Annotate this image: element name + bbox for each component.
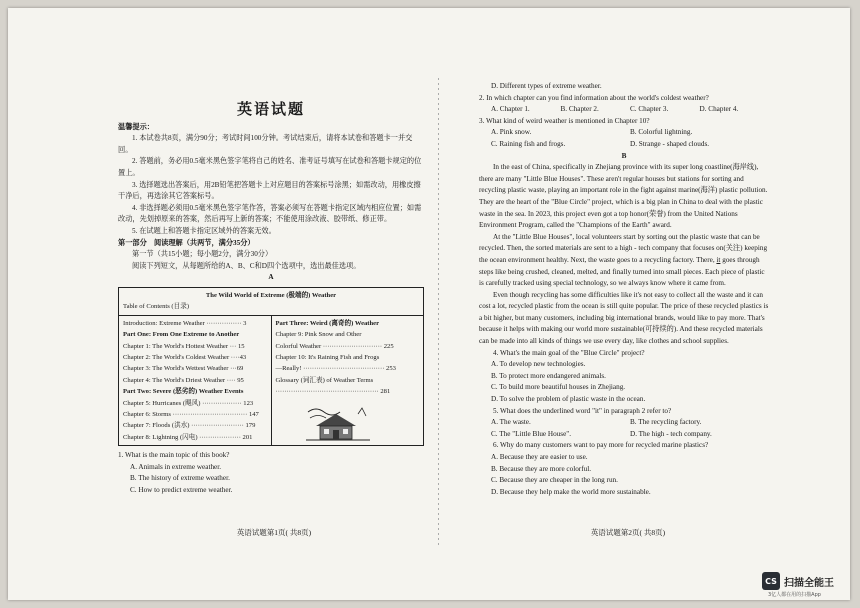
passage-b-paragraph-3: Even though recycling has some difficulties like it's not easy to collect all the waste and it can cost a lot, recycled plastic from the ocean is still quite popular. The price of these recycled plastics is a bit higher, but many customers, including big international brands, would like to pay more. That's because it helps with making our world more sustainable(可持续的). And these recycled materials can be made into all kinds of things we use every day, like clothes and school supplies. [479,290,769,346]
question-3-option-d: D. Strange - shaped clouds. [630,139,710,148]
exam-sheet [8,8,850,600]
notice-1: 1. 本试卷共8页，满分90分；考试时间100分钟。考试结束后，请将本试卷和答题卡一并交回。 [118,134,413,154]
toc-entry: Chapter 8: Lightning (闪电) ··················· 201 [123,433,253,441]
toc-left-column [119,316,272,445]
question-2-option-a: A. Chapter 1. [491,105,530,114]
page-fold-line [438,78,439,548]
house-storm-illustration [306,404,370,442]
question-6-option-d: D. Because they help make the world more sustainable. [491,487,651,496]
toc-entry: Chapter 4: The World's Driest Weather ···· 95 [123,376,244,384]
question-3-stem: 3. What kind of weird weather is mentioned in Chapter 10? [479,116,650,125]
question-5-option-a: A. The waste. [491,418,531,427]
question-1-option-c: C. How to predict extreme weather. [130,485,233,494]
question-4-option-c: C. To build more beautiful houses in Zhejiang. [491,383,626,392]
toc-entry: Part One: From One Extreme to Another [123,331,240,339]
question-5-option-d: D. The high - tech company. [630,429,712,438]
scanner-watermark [762,572,834,590]
question-5-option-b: B. The recycling factory. [630,418,702,427]
notice-2: 2. 答题前，务必用0.5毫米黑色签字笔将自己的姓名、准考证号填写在试卷和答题卡规定的位置上。 [118,157,422,177]
toc-body [119,316,423,445]
toc-entry: ··············································· 281 [275,388,391,396]
table-of-contents [118,287,424,446]
question-5-options-row-1 [479,417,769,429]
notice-heading: 温馨提示： [118,122,154,131]
page-2-footer: 英语试题第2页( 共8页) [590,528,666,537]
question-4-option-a: A. To develop new technologies. [491,360,586,369]
page-2 [479,81,769,498]
question-1-option-d: D. Different types of extreme weather. [491,82,602,90]
question-2-option-b: B. Chapter 2. [560,105,599,114]
question-3-option-a: A. Pink snow. [491,128,532,137]
toc-entry: Chapter 10: It's Raining Fish and Frogs [275,353,380,361]
toc-entry: Part Two: Severe (恶劣的) Weather Events [123,388,244,396]
passage-b-paragraph-1: In the east of China, specifically in Zhejiang province with its super long coastline(海岸线), there are many "Little Blue Houses". These aren't regular houses but stations for sorting and recycling plastic waste, playing an important role in the fight against marine(海洋) plastic pollution. They are the heart of the "Blue Circle" project, which is a big plan in China to deal with the plastic waste in the sea. In 2023, this project even got a top honor(荣誉) from the United Nations Environment Program, called the "Champions of the Earth" award. [479,163,768,230]
page-1 [118,100,424,497]
question-2-option-d: D. Chapter 4. [699,105,739,114]
toc-header [119,288,423,316]
question-3-option-c: C. Raining fish and frogs. [491,139,566,148]
question-6-option-a: A. Because they are easier to use. [491,453,588,461]
question-2-stem: 2. In which chapter can you find information about the world's coldest weather? [479,93,709,102]
question-6-stem: 6. Why do many customers want to pay more for recycled marine plastics? [493,441,709,450]
question-4-option-d: D. To solve the problem of plastic waste in the ocean. [491,395,646,404]
question-3-option-b: B. Colorful lightning. [630,128,693,137]
toc-title: The Wild World of Extreme (极端的) Weather [205,291,337,299]
toc-entry: Chapter 1: The World's Hottest Weather ··· 15 [123,342,245,350]
question-4-stem: 4. What's the main goal of the "Blue Circle" project? [493,348,645,357]
question-1-option-a: A. Animals in extreme weather. [130,462,222,471]
question-3-options-row-2 [479,139,769,151]
notice-3: 3. 选择题选出答案后，用2B铅笔把答题卡上对应题目的答案标号涂黑；如需改动，用橡皮擦干净后，再选涂其它答案标号。 [118,180,421,201]
camscanner-logo-icon: CS [762,572,780,590]
toc-entry: Introduction: Extreme Weather ················ 3 [123,319,247,327]
passage-b-label: B [621,151,627,160]
question-6-option-c: C. Because they are cheaper in the long run. [491,476,618,485]
toc-entry: —Really! ····································· 253 [275,365,396,373]
toc-entry: Glossary (词汇表) of Weather Terms [275,376,374,384]
question-1-stem: 1. What is the main topic of this book? [118,451,230,460]
underlined-word-it: it [716,255,721,264]
question-6-option-b: B. Because they are more colorful. [491,464,591,473]
toc-entry: Part Three: Weird (离奇的) Weather [275,319,380,327]
watermark-tagline: 3亿人都在用的扫描App [768,592,821,598]
toc-entry: Chapter 5: Hurricanes (飓风) ·················· 123 [123,399,254,407]
question-5-options-row-2 [479,429,769,441]
question-5-option-c: C. The "Little Blue House". [491,429,571,438]
question-2-option-c: C. Chapter 3. [630,105,669,114]
question-2-options [479,104,769,116]
watermark-name: 扫描全能王 [784,577,834,589]
section-heading: 第一节（共15小题；每小题2分，满分30分） [132,250,273,259]
notice-4: 4. 非选择题必须用0.5毫米黑色签字笔作答，答案必须写在答题卡指定区域内相应位置；如需改动，先划掉原来的答案，然后再写上新的答案；不能使用涂改液、胶带纸、修正带。 [118,203,422,224]
question-3-options-row-1 [479,127,769,139]
passage-a-label: A [268,273,274,282]
paragraph-2-text-after: goes through steps like being crushed, cleaned, melted, and finally turned into small pieces. Each piece of plastic is carefully tracked using special technology, so we always know where it came from. [479,255,765,288]
question-5-stem: 5. What does the underlined word "it" in paragraph 2 refer to? [493,406,672,415]
toc-subtitle: Table of Contents (目录) [123,303,190,311]
toc-right-column [272,316,424,445]
toc-entry: Chapter 6: Storms ·································· 147 [123,410,259,418]
toc-entry: Chapter 9: Pink Snow and Other [275,331,362,339]
toc-entry: Colorful Weather ··························· 225 [275,342,394,350]
toc-entry: Chapter 7: Floods (洪水) ························ 179 [123,422,256,430]
part-heading: 第一部分 阅读理解（共两节，满分35分） [118,238,255,247]
toc-entry: Chapter 2: The World's Coldest Weather ····43 [123,353,247,361]
notice-5: 5. 在试题上和答题卡指定区域外的答案无效。 [132,226,276,235]
paragraph-2-text-before: At the "Little Blue Houses", local volunteers start by sorting out the plastic waste that can be recycled. Then, the sorted materials are sent to a high - tech company that focuses on(关注) keeping the ocean environment healthy. Next, the waste goes to a recycling factory. There, [479,232,768,264]
exam-title: 英语试题 [236,100,305,118]
question-1-option-b: B. The history of extreme weather. [130,474,230,483]
passage-b-paragraph-2 [479,232,769,290]
instruction: 阅读下列短文，从每题所给的A、B、C和D四个选项中，选出最佳选项。 [132,261,361,270]
page-1-footer: 英语试题第1页( 共8页) [236,528,312,537]
question-4-option-b: B. To protect more endangered animals. [491,371,606,380]
toc-entry: Chapter 3: The World's Wettest Weather ···69 [123,365,244,373]
